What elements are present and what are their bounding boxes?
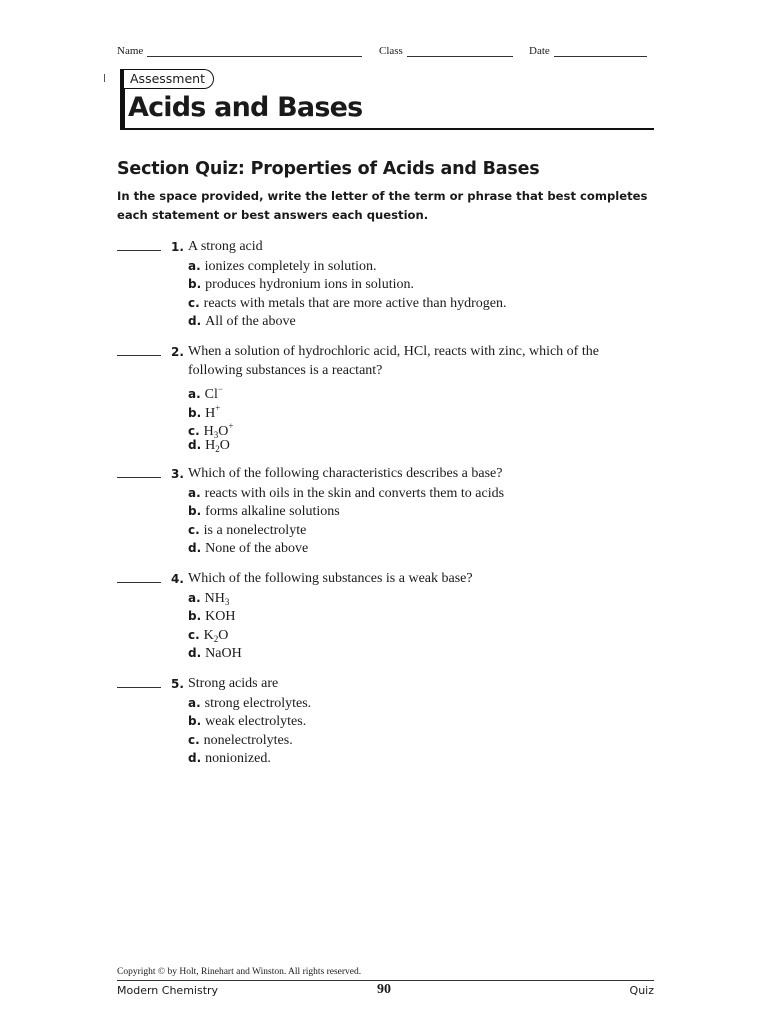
answer-option <box>188 502 504 521</box>
option-letter: a. <box>188 590 201 605</box>
formula-tail: O <box>218 627 229 643</box>
answer-option <box>188 417 234 440</box>
option-letter: d. <box>188 437 202 452</box>
date-line <box>554 44 647 57</box>
option-letter: a. <box>188 387 201 401</box>
option-text: All of the above <box>205 314 296 329</box>
question-number: 5. <box>171 677 184 691</box>
question-stem: Which of the following characteristics describes a base? <box>188 466 503 481</box>
answer-blank[interactable] <box>117 250 161 251</box>
assessment-tag: Assessment <box>124 69 214 89</box>
formula-subscript: 2 <box>213 633 219 644</box>
answer-option <box>188 484 504 503</box>
formula-base: H <box>205 405 216 421</box>
answer-option <box>188 257 507 276</box>
answer-option <box>188 380 234 402</box>
answer-option <box>188 589 242 608</box>
banner-rule <box>120 128 654 130</box>
formula-subscript: 3 <box>224 596 230 607</box>
book-title: Modern Chemistry <box>117 984 219 997</box>
option-letter: a. <box>188 695 201 710</box>
option-letter: d. <box>188 751 202 765</box>
option-letter: b. <box>188 405 202 420</box>
formula-base: Cl <box>204 387 218 402</box>
copyright: Copyright © by Holt, Rinehart and Winston. All rights reserved. <box>117 967 362 977</box>
chapter-title: Acids and Bases <box>128 92 363 123</box>
class-field <box>379 44 513 57</box>
answer-option <box>188 539 504 558</box>
name-label: Name <box>117 45 144 57</box>
name-field <box>117 44 362 57</box>
answer-options <box>188 589 242 663</box>
name-line <box>147 44 362 57</box>
option-text: None of the above <box>205 541 309 556</box>
answer-option <box>188 521 504 540</box>
option-letter: c. <box>188 732 200 747</box>
answer-blank[interactable] <box>117 582 161 583</box>
question-number: 4. <box>171 572 184 586</box>
formula-subscript: 3 <box>213 430 219 440</box>
question-stem: A strong acid <box>188 239 263 254</box>
answer-option <box>188 712 311 731</box>
answer-option <box>188 694 311 713</box>
formula-base: K <box>203 627 214 643</box>
option-letter: d. <box>188 646 202 660</box>
formula-base: NH <box>204 590 225 606</box>
option-text: nonelectrolytes. <box>203 732 293 748</box>
formula-superscript: + <box>228 421 234 431</box>
option-text: ionizes completely in solution. <box>204 258 377 274</box>
option-letter: d. <box>188 314 202 328</box>
formula-base: H <box>205 437 216 453</box>
option-letter: b. <box>188 504 202 518</box>
class-label: Class <box>379 45 403 57</box>
date-label: Date <box>529 45 550 57</box>
worksheet-page <box>117 0 654 1024</box>
answer-option <box>188 644 242 663</box>
option-text: reacts with oils in the skin and converts them to acids <box>204 485 505 501</box>
formula-superscript: + <box>215 402 221 413</box>
option-letter: d. <box>188 541 202 555</box>
option-letter: c. <box>188 424 200 438</box>
date-field <box>529 44 647 57</box>
answer-blank[interactable] <box>117 355 161 356</box>
question-number: 1. <box>171 240 184 254</box>
option-text: nonionized. <box>205 751 271 766</box>
question-stem: Strong acids are <box>188 676 279 691</box>
answer-options <box>188 694 311 768</box>
option-letter: b. <box>188 714 202 728</box>
option-letter: c. <box>188 627 200 642</box>
margin-mark <box>104 74 105 82</box>
answer-option <box>188 607 242 626</box>
option-text: strong electrolytes. <box>204 695 312 711</box>
answer-option <box>188 626 242 645</box>
footer-rule <box>117 980 654 981</box>
page-number: 90 <box>377 982 391 997</box>
option-text: NaOH <box>205 646 242 661</box>
question-number: 3. <box>171 467 184 481</box>
option-text: reacts with metals that are more active than hydrogen. <box>203 295 507 311</box>
answer-option <box>188 731 311 750</box>
option-text: is a nonelectrolyte <box>203 522 307 538</box>
option-letter: a. <box>188 485 201 500</box>
student-info-fields <box>117 44 654 60</box>
answer-blank[interactable] <box>117 477 161 478</box>
instructions: In the space provided, write the letter of the term or phrase that best completes each statement or best answers each question. <box>117 189 648 222</box>
formula-subscript: 2 <box>215 443 220 454</box>
answer-blank[interactable] <box>117 687 161 688</box>
option-text: weak electrolytes. <box>205 714 307 729</box>
formula-superscript: − <box>217 384 223 394</box>
formula-base: H <box>203 424 214 439</box>
formula-tail: O <box>218 424 229 439</box>
option-letter: a. <box>188 258 201 273</box>
option-letter: c. <box>188 522 200 537</box>
answer-options <box>188 484 504 558</box>
option-text: forms alkaline solutions <box>205 504 340 519</box>
option-text: produces hydronium ions in solution. <box>205 277 414 292</box>
answer-option <box>188 294 507 313</box>
section-title: Section Quiz: Properties of Acids and Bases <box>117 159 540 179</box>
chapter-banner <box>117 66 654 130</box>
answer-option <box>188 275 507 294</box>
answer-option <box>188 436 234 455</box>
question-stem: Which of the following substances is a weak base? <box>188 571 473 586</box>
class-line <box>407 44 513 57</box>
option-letter: c. <box>188 295 200 310</box>
option-letter: b. <box>188 277 202 291</box>
document-type: Quiz <box>629 984 654 997</box>
question-stem: When a solution of hydrochloric acid, HCl, reacts with zinc, which of the following substances is a reactant? <box>188 344 599 378</box>
option-letter: b. <box>188 609 202 623</box>
answer-option <box>188 312 507 331</box>
option-text: KOH <box>205 609 236 624</box>
answer-option <box>188 749 311 768</box>
answer-options <box>188 257 507 331</box>
answer-options <box>188 380 234 454</box>
question-number: 2. <box>171 345 184 359</box>
formula-tail: O <box>219 437 230 453</box>
answer-option <box>188 399 234 421</box>
